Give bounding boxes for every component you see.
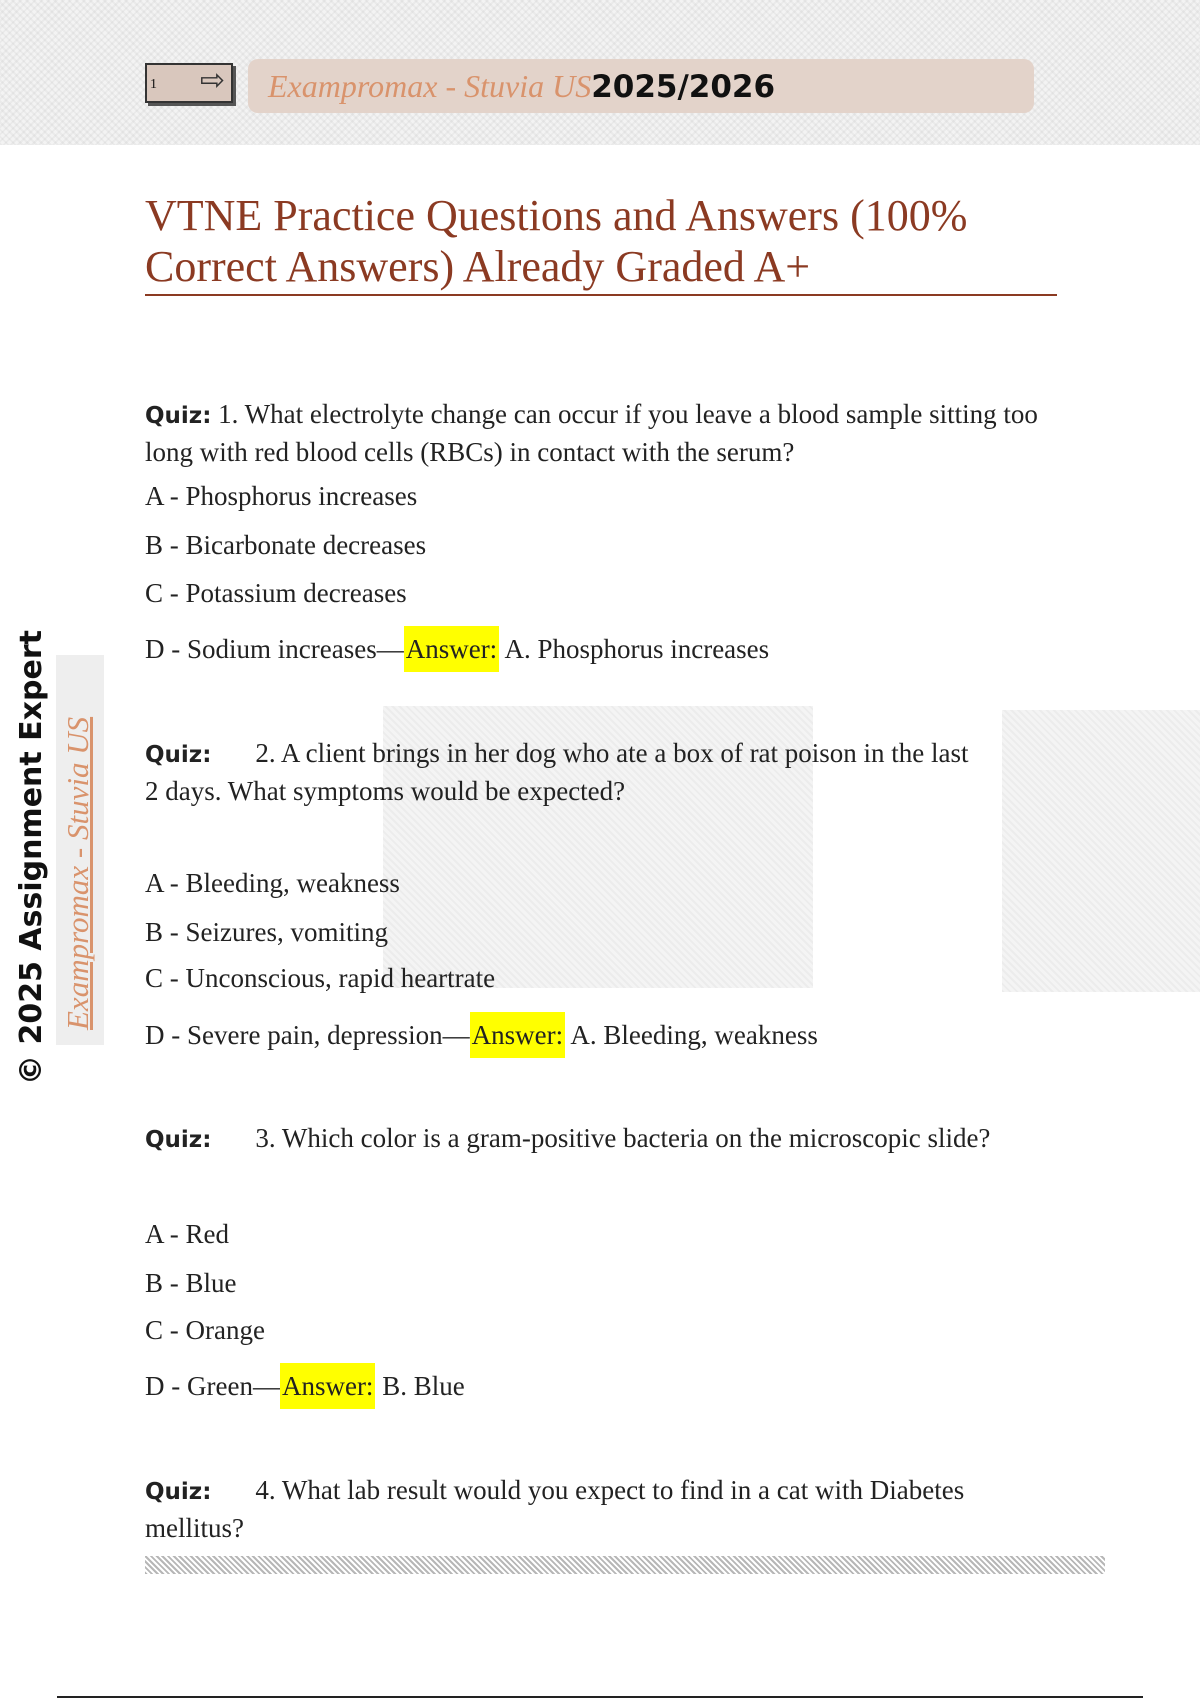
quiz-label: Quiz: (145, 1479, 212, 1505)
answer-label: Answer: (280, 1363, 375, 1409)
question-text-continued: mellitus? (145, 1513, 244, 1543)
question-text: 3. Which color is a gram-positive bacteria on the microscopic slide? (255, 1123, 991, 1153)
page-number: 1 (150, 77, 157, 92)
arrow-right-icon: ⇨ (200, 63, 226, 98)
quiz-label: Quiz: (145, 742, 212, 768)
decorative-stripe (145, 1556, 1105, 1574)
option-d: D - Green (145, 1371, 253, 1401)
answer-label: Answer: (404, 626, 499, 672)
option-d-with-answer: D - Green—Answer: B. Blue (145, 1371, 465, 1402)
answer-label: Answer: (470, 1012, 565, 1058)
quiz-question-3 (145, 1120, 1065, 1158)
option-b: B - Bicarbonate decreases (145, 530, 427, 560)
option-c: C - Unconscious, rapid heartrate (145, 963, 496, 993)
quiz-label: Quiz: (145, 1127, 212, 1153)
copyright-watermark: © 2025 Assignment Expert (14, 630, 49, 1085)
answer-text: B. Blue (382, 1371, 465, 1401)
answer-text: A. Bleeding, weakness (570, 1020, 818, 1050)
option-a: A - Red (145, 1219, 229, 1249)
option-d-with-answer: D - Severe pain, depression—Answer: A. Bleeding, weakness (145, 1020, 818, 1051)
option-c: C - Orange (145, 1315, 265, 1345)
header-brand: Exampromax - Stuvia US2025/2026 (268, 68, 776, 105)
option-b: B - Seizures, vomiting (145, 917, 388, 947)
quiz-question-1 (145, 396, 1065, 470)
side-brand-watermark: Exampromax - Stuvia US (60, 716, 95, 1030)
header-banner (248, 59, 1034, 113)
question-text: 2. A client brings in her dog who ate a box of rat poison in the last (255, 738, 969, 768)
answer-text: A. Phosphorus increases (504, 634, 770, 664)
option-d: D - Severe pain, depression (145, 1020, 443, 1050)
option-b: B - Blue (145, 1268, 237, 1298)
document-title: VTNE Practice Questions and Answers (100% Correct Answers) Already Graded A+ (145, 190, 1057, 296)
option-c: C - Potassium decreases (145, 578, 407, 608)
header-year: 2025/2026 (591, 69, 776, 105)
question-text: 4. What lab result would you expect to find in a cat with Diabetes (255, 1475, 965, 1505)
question-text: 1. What electrolyte change can occur if you leave a blood sample sitting too long with red blood cells (RBCs) in contact with the serum? (145, 399, 1038, 467)
quiz-label: Quiz: (145, 403, 212, 429)
quiz-question-4 (145, 1472, 1065, 1546)
question-text-continued: 2 days. What symptoms would be expected? (145, 776, 626, 806)
footer-rule (57, 1696, 1143, 1698)
option-d-with-answer: D - Sodium increases—Answer: A. Phosphorus increases (145, 634, 769, 665)
option-a: A - Bleeding, weakness (145, 868, 400, 898)
option-d: D - Sodium increases (145, 634, 377, 664)
quiz-question-2 (145, 735, 1065, 809)
option-a: A - Phosphorus increases (145, 481, 418, 511)
